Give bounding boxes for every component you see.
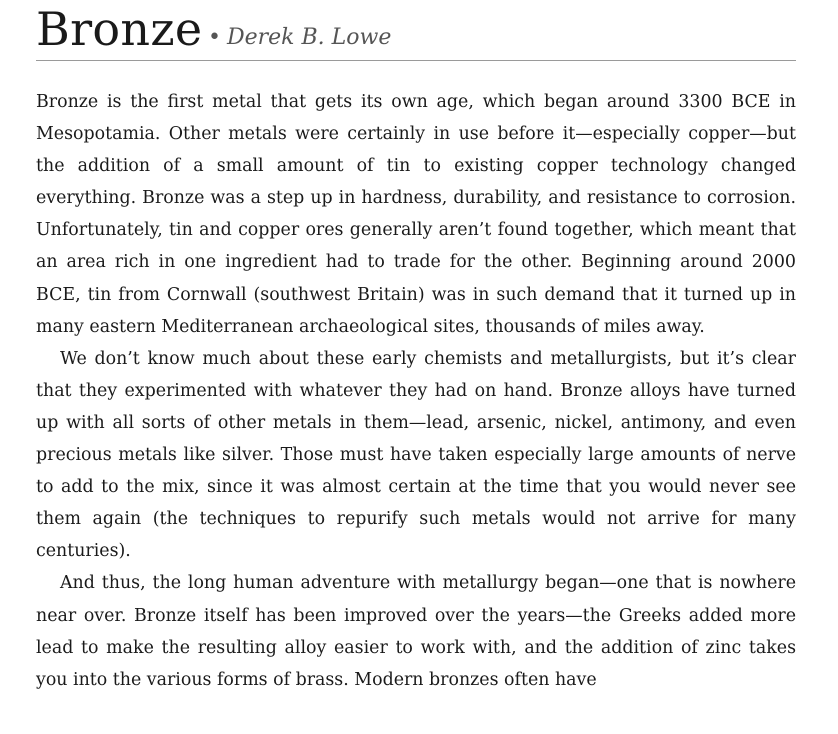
paragraph-1: Bronze is the first metal that gets its own age, which began around 3300 BCE in Mesopotamia. Other metals were certainly in use before it—especially copper—but the addition of a small amount of tin to existing copper technology changed everything. Bronze was a step up in hardness, durability, and resistance to corrosion. Unfortunately, tin and copper ores generally aren’t found together, which meant that an area rich in one ingredient had to trade for the other. Beginning around 2000 BCE, tin from Cornwall (southwest Britain) was in such demand that it turned up in many eastern Mediterranean archaeological sites, thousands of miles away. [36,92,796,337]
paragraph-3: And thus, the long human adventure with metallurgy began—one that is nowhere near over. Bronze itself has been improved over the years—the Greeks added more lead to make the resulting alloy easier to work with, and the addition of zinc takes you into the various forms of brass. Modern bronzes often have [36,573,796,690]
byline-bullet: • [208,25,221,50]
article-header [36,0,796,61]
document-page [36,0,796,690]
paragraph-2: We don’t know much about these early chemists and metallurgists, but it’s clear that they experimented with whatever they had on hand. Bronze alloys have turned up with all sorts of other metals in them—lead, arsenic, nickel, antimony, and even precious metals like silver. Those must have taken especially large amounts of nerve to add to the mix, since it was almost certain at the time that you would never see them again (the techniques to repurify such metals would not arrive for many centuries). [36,348,796,562]
author-name: Derek B. Lowe [226,25,392,50]
author-byline [208,24,391,52]
article-title: Bronze [36,2,203,56]
article-body [36,86,796,696]
